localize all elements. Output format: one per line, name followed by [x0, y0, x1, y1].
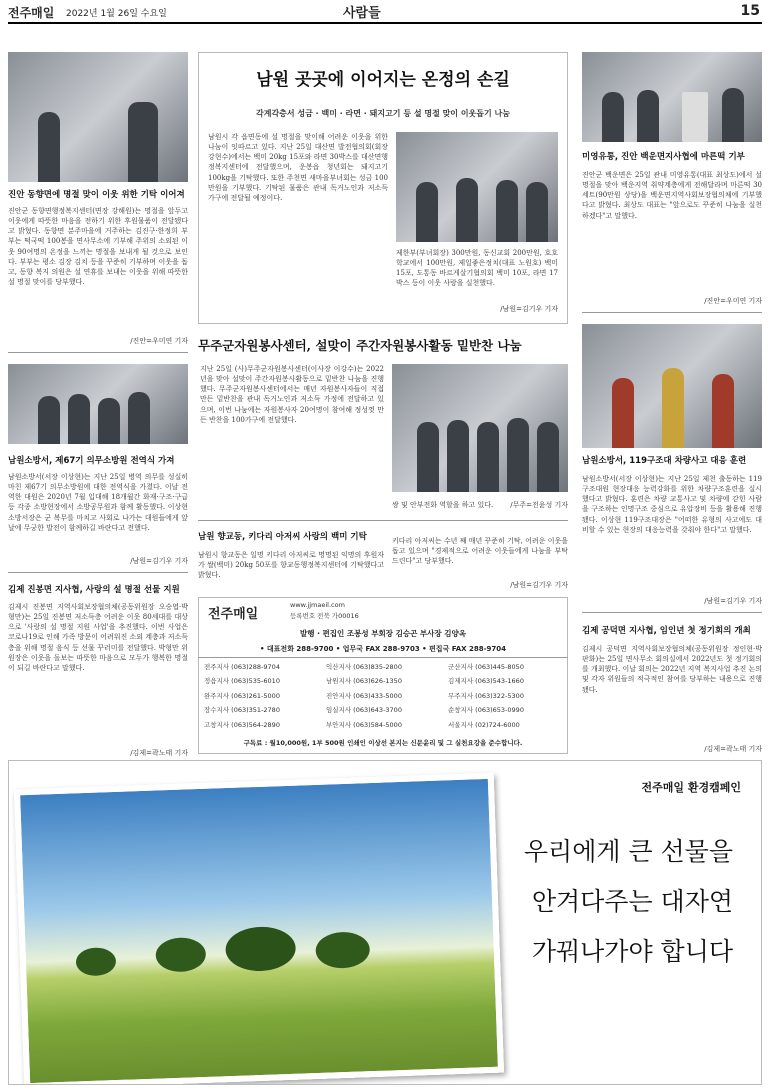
bureau: 장수지사 (063)351-2780 — [204, 706, 280, 715]
nature-photo — [14, 773, 504, 1085]
masthead-url: www.jjmaeil.com — [290, 601, 345, 609]
byline-a4: /남원=김기우 기자 — [500, 305, 558, 313]
bureau: 서울지사 (02)724-6000 — [448, 720, 520, 729]
bureau: 김제지사 (063)543-1660 — [448, 677, 524, 686]
section-title: 사람들 — [343, 6, 381, 21]
body2-a6: 키다리 아저씨는 수년 째 매년 꾸준히 기탁, 어려운 이웃을 돕고 있으며 "경제적으로 어려운 이웃들에게 나눔을 부탁드린다"고 당부했다. — [392, 537, 568, 566]
body-a6: 남원시 향교동은 일명 키다리 아저씨로 명명된 익명의 후원자가 쌀(백미) 20kg 50포를 향교동행정복지센터에 기탁했다고 밝혔다. — [198, 551, 384, 580]
divider — [198, 657, 568, 658]
headline-a5: 무주군자원봉사센터, 설맞이 주간자원봉사활동 밑반찬 나눔 — [198, 338, 522, 353]
bureau: 진안지사 (063)433-5000 — [326, 691, 402, 700]
body-a4: 남원시 각 읍면동에 설 명절을 맞이해 어려운 이웃을 위한 나눔이 잇따르고 있다. 지난 25일 대산면 발전협의회(회장 강현수)에서는 백미 20kg 15포와 라면 30박스를 대산면행정복지센터에 전달했으며, 운봉읍 청년회는 돼지고기 100kg을 기탁했다. 또한 주천면 새마을부녀회는 성금 100만원을 기부했다. 기탁된 물품은 관내 독거노인과 저소득 가구에 전달될 예정이다. — [208, 133, 388, 202]
article-photo-miyoung — [582, 52, 762, 142]
bureau: 고창지사 (063)564-2890 — [204, 720, 280, 729]
bureau: 순창지사 (063)653-0990 — [448, 706, 524, 715]
page-header — [8, 2, 762, 24]
tree-icon — [315, 931, 370, 969]
body-a1: 진안군 동향면행정복지센터(면장 강해원)는 명절을 앞두고 이웃에게 따뜻한 마음을 전하기 위한 후원물품이 전달됐다고 밝혔다. 동향면 분주마을에 거주하는 김진구·한정희 부부는 떡국떡 100봉을 면사무소에 기부해 주위의 소외된 이웃 90여명의 온정을 느끼는 명절을 보내게 될 것으로 보인다. 부부는 평소 김장 김치 등을 꾸준히 기부하며 이웃을 돕고, 동향 복지 의원은 설 연휴를 보내는 이웃을 위해 따뜻한 설 명절 맞이를 당부했다. — [8, 207, 188, 286]
headline-a3: 김제 진봉면 지사협, 사랑의 설 명절 선물 지원 — [8, 585, 180, 595]
headline-a8: 남원소방서, 119구조대 차량사고 대응 훈련 — [582, 456, 747, 466]
article-photo-rescue — [582, 324, 762, 448]
bureau: 무주지사 (063)322-5300 — [448, 691, 524, 700]
campaign-line: 안겨다주는 대자연 — [531, 887, 733, 916]
body-a9: 김제시 공덕면 지역사회보장협의체(공동위원장 정인현·박판화)는 25일 면사무소 회의실에서 2022년도 첫 정기회의를 개최했다. 이날 회의는 2022년 지역 복지사업 추진 논의 및 각자 위원들의 적극적인 참여를 당부하는 내용으로 진행됐다. — [582, 645, 762, 694]
byline-a1: /진안=우미연 기자 — [130, 337, 188, 345]
body-a7: 진안군 백운면은 25일 관내 미영유통(대표 최상도)에서 설 명절을 맞아 백운지역 취약계층에게 전해달라며 마른떡 30세트(90만원 상당)을 백운면지역사회보장협의체에 기부했다고 밝혔다. 최상도 대표는 "앞으로도 꾸준히 나눔을 실천하겠다"고 말했다. — [582, 171, 762, 220]
tree-icon — [225, 926, 296, 972]
bureau: 부안지사 (063)584-5000 — [326, 720, 402, 729]
bureau: 정읍지사 (063)535-6010 — [204, 677, 280, 686]
tree-icon — [75, 947, 116, 976]
masthead-reg: 등록번호 전북 가00016 — [290, 612, 359, 620]
divider — [582, 612, 762, 613]
byline-a5: /무주=전윤성 기자 — [510, 501, 568, 509]
byline-a7: /진안=우미연 기자 — [704, 297, 762, 305]
bureau: 남원지사 (063)626-1350 — [326, 677, 402, 686]
article-photo-dongyang — [8, 52, 188, 182]
divider — [8, 572, 188, 573]
campaign-line: 우리에게 큰 선물을 — [523, 837, 733, 866]
byline-a2: /남원=김기우 기자 — [130, 557, 188, 565]
byline-a9: /김제=곽노태 기자 — [704, 745, 762, 753]
page-number: 15 — [740, 3, 760, 19]
masthead-title: 전주매일 — [208, 607, 259, 622]
headline-a4: 남원 곳곳에 이어지는 온정의 손길 — [256, 70, 510, 90]
bureau: 임실지사 (063)643-3700 — [326, 706, 402, 715]
byline-a8: /남원=김기우 기자 — [704, 597, 762, 605]
body2-a4: 제한부(부녀회장) 300만원, 동신교회 200만원, 호호학교에서 100만원, 제일좋은정치(대표 노원호) 백미 15포, 도통동 바르게살기협의회 백미 10포, 라면 17박스 등이 이웃 사랑을 실천했다. — [396, 249, 558, 288]
headline-a7: 미영유통, 진안 백운면지사협에 마른떡 기부 — [582, 152, 745, 162]
campaign-label: 전주매일 환경캠페인 — [641, 781, 741, 794]
newspaper-logo: 전주매일 — [8, 6, 55, 20]
campaign-message — [473, 827, 733, 977]
article-photo-namwon-fire — [8, 364, 188, 444]
byline-a6: /남원=김기우 기자 — [510, 581, 568, 589]
bureau: 전주지사 (063)288-9704 — [204, 663, 280, 671]
issue-date: 2022년 1월 26일 수요일 — [66, 9, 167, 19]
headline-a6: 남원 향교동, 키다리 아저씨 사랑의 백미 기탁 — [198, 532, 367, 542]
tree-icon — [155, 937, 206, 973]
environment-campaign-ad — [8, 760, 762, 1085]
subhead-a4: 각계각층서 성금 · 백미 · 라면 · 돼지고기 등 설 명절 맞이 이웃돕기 나눔 — [256, 109, 510, 118]
divider — [582, 312, 762, 313]
bureau: 군산지사 (063)445-8050 — [448, 663, 524, 671]
body-a2: 남원소방서(서장 이상현)는 지난 25일 병역 의무를 성실히 마친 제67기 의무소방원에 대한 전역식을 가졌다. 이날 전역한 대원은 2020년 7월 입대해 18개월간 화재·구조·구급 등 각종 소방현장에서 소방공무원과 함께 활동했다. 이상현 소방서장은 군 복무를 마치고 사회로 나가는 대원들에게 앞날에 무궁한 발전이 함께하길 바란다고 전했다. — [8, 473, 188, 532]
headline-a1: 진안 동향면에 명절 맞이 이웃 위한 기탁 이어져 — [8, 190, 185, 200]
body-a5: 지난 25일 (사)무주군자원봉사센터(이사장 이강수)는 2022년을 맞아 설맞이 주간자원봉사활동으로 밑반찬 나눔을 진행했다. 무주군자원봉사센터에서는 매년 자원봉사자들이 직접 만든 밑반찬을 관내 독거노인과 저소득 가정에 전달하고 있으며, 이번 나눔에는 자원봉사자 20여명이 참여해 정성껏 만든 반찬을 100가구에 전달했다. — [200, 365, 384, 424]
masthead-footer: 구독료 : 월10,000원, 1부 500원 인쇄인 이상선 본지는 신문윤리 및 그 실천요강을 준수합니다. — [243, 739, 523, 747]
divider — [8, 352, 188, 353]
body-a3: 김제시 진봉면 지역사회보장협의체(공동위원장 오승엽·박형만)는 25일 진봉면 저소득층 어려운 이웃 80세대를 대상으로 '사랑의 설 명절 지원 사업'을 추진했다. 이번 사업은 코로나19로 인해 가족 방문이 어려워진 소외 계층과 저소득층을 위해 명절 음식 등 선물 꾸러미를 전달했다. 박형만 위원장은 이웃을 돌보는 따뜻한 마음으로 모두가 행복한 명절이 되길 바란다고 말했다. — [8, 603, 188, 672]
divider — [198, 520, 568, 521]
byline-a3: /김제=곽노태 기자 — [130, 749, 188, 757]
masthead-phones: • 대표전화 288-9700 • 업무국 FAX 288-9703 • 편집국 FAX 288-9704 — [260, 645, 506, 653]
headline-a2: 남원소방서, 제67기 의무소방원 전역식 가져 — [8, 456, 175, 466]
masthead-publisher: 발행 · 편집인 조봉성 부회장 김승곤 부사장 김양옥 — [299, 629, 467, 638]
bureau-list — [204, 662, 564, 732]
article-photo-namwon-donation — [396, 132, 558, 242]
bureau: 익산지사 (063)835-2800 — [326, 663, 402, 671]
bureau: 완주지사 (063)261-5000 — [204, 691, 280, 700]
article-photo-muju — [392, 364, 568, 492]
campaign-line: 가꿔나가야 합니다 — [531, 937, 733, 966]
body-a8: 남원소방서(서장 이상현)는 지난 25일 제천 출동하는 119구조대원 현장대응 능력강화를 위한 차량구조훈련을 실시했다고 밝혔다. 훈련은 차량 교통사고 및 차량에 갇힌 사람을 구조하는 인명구조 중심으로 유압장비 등을 활용해 진행됐다. 이상현 119구조대장은 "어떠한 유형의 사고에도 대비할 수 있는 현장의 대응능력을 갖춰야 한다"고 말했다. — [582, 475, 762, 534]
body2-a5: 쌍 및 안부전화 역할을 하고 있다. — [392, 501, 494, 509]
headline-a9: 김제 공덕면 지사협, 임인년 첫 정기회의 개최 — [582, 626, 751, 636]
